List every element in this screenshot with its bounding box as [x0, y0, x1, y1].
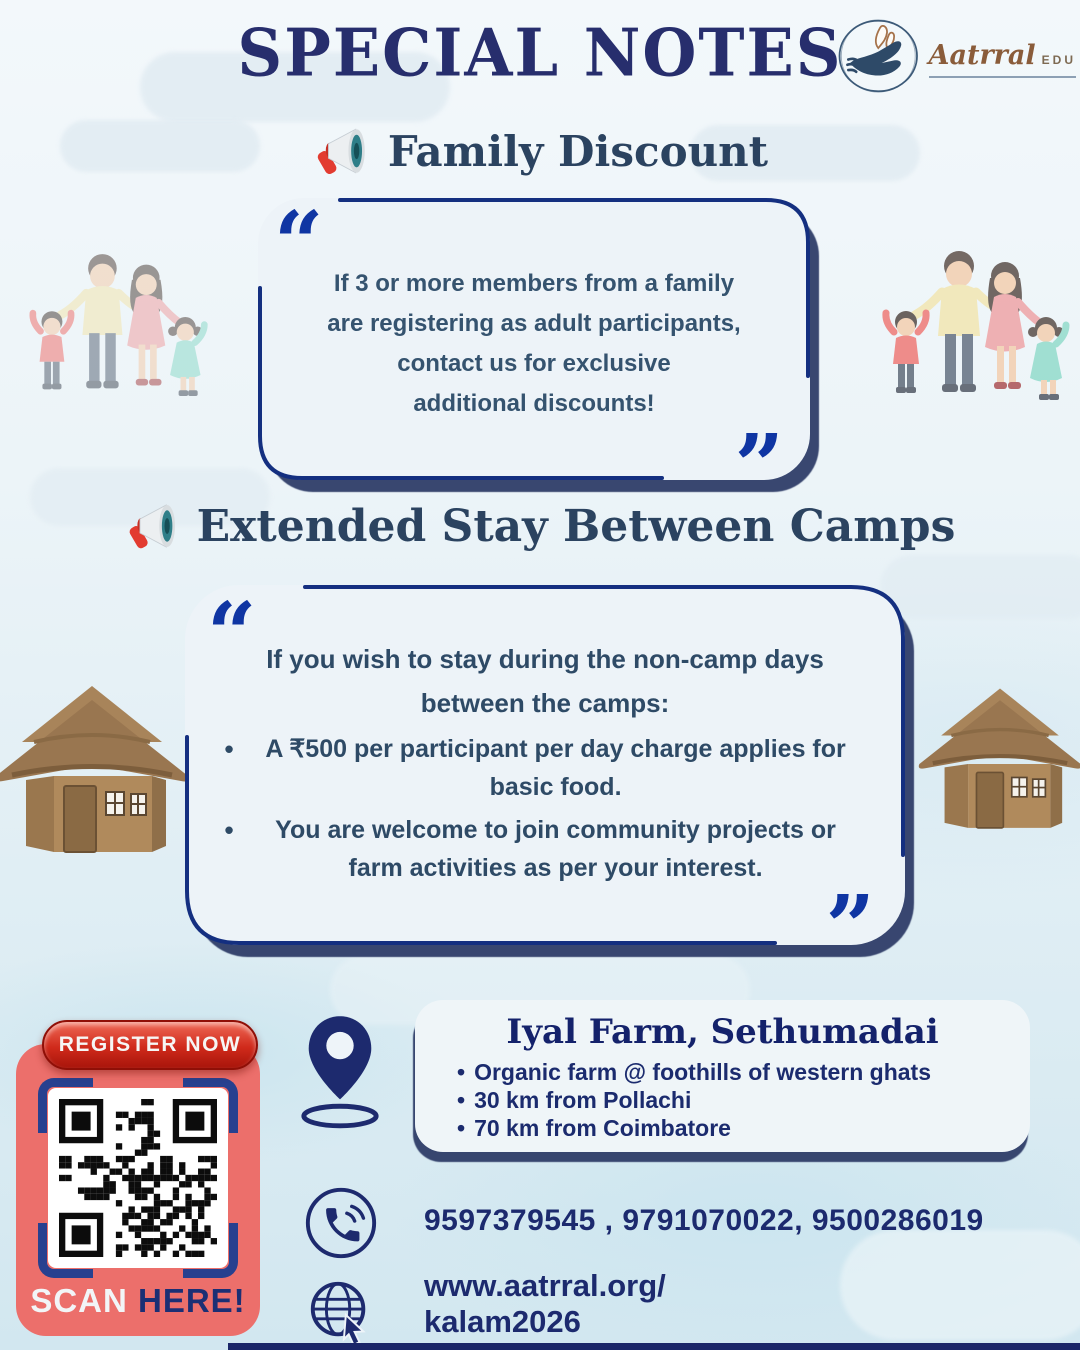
qr-bracket [183, 1078, 238, 1133]
bullet-dot: • [224, 734, 234, 765]
qr-frame [48, 1088, 228, 1268]
scan-panel [16, 1044, 260, 1336]
text-line: contact us for exclusive [397, 350, 671, 378]
website-line[interactable]: www.aatrral.org/ [424, 1268, 666, 1303]
family-discount-text [258, 193, 810, 424]
quote-open-icon: “ [274, 193, 320, 294]
extended-stay-box [185, 584, 905, 978]
bullet-text: Organic farm @ foothills of western ghats [474, 1059, 931, 1085]
bullet-dot: • [457, 1087, 466, 1114]
qr-bracket [183, 1223, 238, 1278]
register-now-button[interactable]: REGISTER NOW [42, 1020, 258, 1070]
brand-suffix: EDU [1041, 53, 1076, 67]
text-line: between the camps: [420, 688, 670, 719]
family-illustration-right [858, 232, 1078, 442]
location-bullet [457, 1086, 1030, 1114]
stay-bullet [185, 812, 905, 887]
extended-stay-text [185, 585, 905, 887]
hut-illustration-right [916, 664, 1080, 854]
text-line: additional discounts! [413, 390, 655, 418]
scan-here-label [16, 1282, 260, 1320]
bullet-dot: • [224, 815, 234, 846]
stay-bullet [185, 731, 905, 806]
bottom-accent-bar [228, 1343, 1080, 1350]
location-bullets [415, 1058, 1030, 1142]
hut-illustration-left [0, 680, 192, 860]
website-line[interactable]: kalam2026 [424, 1303, 581, 1339]
location-bullet [457, 1114, 1030, 1142]
phone-numbers: 9597379545 , 9791070022, 9500286019 [424, 1204, 984, 1237]
bullet-text: 70 km from Coimbatore [474, 1115, 731, 1142]
hand-logo-icon [836, 8, 921, 104]
family-discount-heading-row [0, 122, 1080, 180]
bullet-dot: • [457, 1059, 466, 1085]
brand-logo [836, 8, 1076, 104]
globe-icon [306, 1276, 374, 1346]
scan-word: SCAN [30, 1282, 128, 1319]
text-line: If you wish to stay during the non-camp days [266, 644, 824, 674]
extended-stay-heading: Extended Stay Between Camps [196, 500, 956, 552]
text-line: If 3 or more members from a family [333, 270, 735, 297]
quote-close-icon: ” [825, 876, 871, 978]
qr-bracket [38, 1078, 93, 1133]
here-word: HERE! [138, 1282, 246, 1319]
megaphone-icon [312, 122, 374, 180]
family-discount-box [258, 193, 810, 517]
quote-open-icon: “ [207, 584, 253, 685]
location-box [415, 1000, 1030, 1152]
location-bullet [457, 1058, 1030, 1086]
brand-name: Aatrral [928, 40, 1036, 71]
location-heading: Iyal Farm, Sethumadai [506, 1012, 939, 1052]
quote-close-icon: ” [734, 415, 780, 517]
bullet-text: A ₹500 per participant per day charge applies for basic food. [265, 735, 846, 801]
bullet-text: 30 km from Pollachi [474, 1087, 692, 1114]
qr-bracket [38, 1223, 93, 1278]
text-line: are registering as adult participants, [327, 310, 741, 338]
bullet-dot: • [457, 1115, 466, 1142]
page-title: SPECIAL NOTES [237, 13, 843, 92]
family-discount-heading: Family Discount [387, 126, 769, 176]
cloud [880, 555, 1080, 619]
phone-icon [302, 1184, 380, 1262]
family-illustration-left [6, 236, 216, 436]
bullet-text: You are welcome to join community projects or farm activities as per your interest. [275, 816, 836, 882]
cloud [840, 1230, 1080, 1340]
extended-stay-heading-row [0, 498, 1080, 554]
website-link[interactable] [424, 1268, 666, 1339]
megaphone-icon [125, 498, 183, 554]
location-pin-icon [296, 1008, 384, 1138]
